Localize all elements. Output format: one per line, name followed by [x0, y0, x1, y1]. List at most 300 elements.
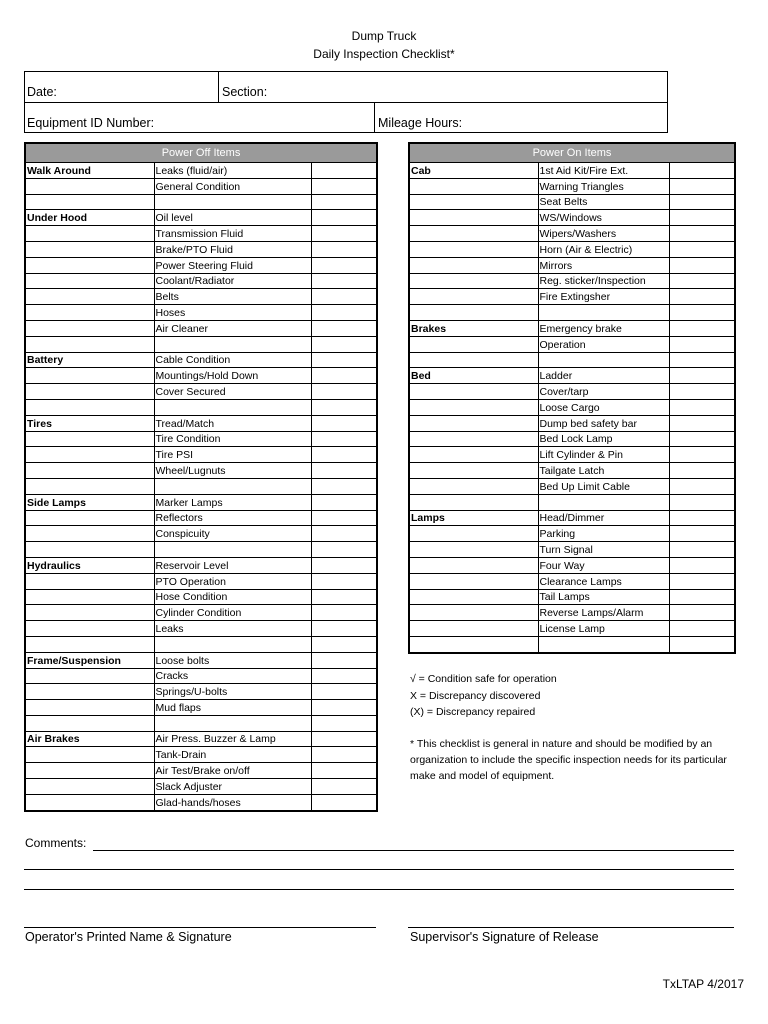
checklist-row [409, 605, 735, 621]
category-cell [409, 384, 538, 400]
checklist-row [25, 447, 377, 463]
category-cell [25, 621, 154, 637]
checklist-row [25, 605, 377, 621]
item-cell: Oil level [154, 210, 311, 226]
check-mark-cell[interactable] [311, 494, 377, 510]
category-cell [409, 478, 538, 494]
category-cell [25, 431, 154, 447]
comments-line [24, 869, 734, 870]
item-cell: Power Steering Fluid [154, 257, 311, 273]
category-cell [25, 700, 154, 716]
category-cell: Tires [25, 415, 154, 431]
check-mark-cell[interactable] [311, 763, 377, 779]
operator-signature-label: Operator's Printed Name & Signature [25, 930, 232, 944]
checklist-row [25, 542, 377, 558]
checklist-row [25, 226, 377, 242]
checklist-row [409, 431, 735, 447]
check-mark-cell[interactable] [311, 241, 377, 257]
item-cell: Brake/PTO Fluid [154, 241, 311, 257]
category-cell [409, 352, 538, 368]
check-mark-cell[interactable] [311, 226, 377, 242]
checklist-row [409, 194, 735, 210]
document-subtitle: Daily Inspection Checklist* [313, 47, 455, 61]
header-separator [374, 102, 375, 133]
item-cell: General Condition [154, 178, 311, 194]
item-cell: Cover Secured [154, 384, 311, 400]
category-cell: Bed [409, 368, 538, 384]
category-cell [25, 368, 154, 384]
legend-item-safe: √ = Condition safe for operation [410, 673, 557, 685]
checklist-row [409, 526, 735, 542]
checklist-row [25, 621, 377, 637]
category-cell [25, 794, 154, 810]
checklist-row [409, 589, 735, 605]
check-mark-cell[interactable] [311, 273, 377, 289]
checklist-row [25, 257, 377, 273]
category-cell [409, 526, 538, 542]
category-cell [25, 399, 154, 415]
item-cell: Dump bed safety bar [538, 415, 669, 431]
item-cell: License Lamp [538, 621, 669, 637]
item-cell: Transmission Fluid [154, 226, 311, 242]
category-cell [409, 257, 538, 273]
category-cell [25, 305, 154, 321]
check-mark-cell[interactable] [311, 336, 377, 352]
category-cell [409, 210, 538, 226]
item-cell: Parking [538, 526, 669, 542]
operator-signature-line [24, 927, 376, 928]
item-cell: Loose Cargo [538, 399, 669, 415]
checklist-row [25, 763, 377, 779]
checklist-row [25, 668, 377, 684]
item-cell: Slack Adjuster [154, 779, 311, 795]
category-cell [25, 226, 154, 242]
check-mark-cell[interactable] [311, 684, 377, 700]
item-cell: Conspicuity [154, 526, 311, 542]
check-mark-cell[interactable] [311, 399, 377, 415]
item-cell: Reverse Lamps/Alarm [538, 605, 669, 621]
category-cell [25, 715, 154, 731]
item-cell: Wipers/Washers [538, 226, 669, 242]
category-cell [409, 415, 538, 431]
check-mark-cell[interactable] [311, 715, 377, 731]
check-mark-cell[interactable] [669, 320, 735, 336]
check-mark-cell[interactable] [669, 447, 735, 463]
item-cell: Hose Condition [154, 589, 311, 605]
category-cell [409, 447, 538, 463]
item-cell: Air Cleaner [154, 320, 311, 336]
item-cell [154, 636, 311, 652]
check-mark-cell[interactable] [311, 478, 377, 494]
checklist-row [409, 368, 735, 384]
category-cell: Battery [25, 352, 154, 368]
category-cell: Walk Around [25, 163, 154, 179]
check-mark-cell[interactable] [669, 257, 735, 273]
checklist-row [409, 226, 735, 242]
header-divider [25, 102, 667, 103]
item-cell: Mud flaps [154, 700, 311, 716]
check-mark-cell[interactable] [311, 384, 377, 400]
category-cell [25, 463, 154, 479]
category-cell [25, 257, 154, 273]
item-cell: Reservoir Level [154, 557, 311, 573]
check-mark-cell[interactable] [311, 779, 377, 795]
check-mark-cell[interactable] [669, 605, 735, 621]
check-mark-cell[interactable] [311, 605, 377, 621]
item-cell: Wheel/Lugnuts [154, 463, 311, 479]
header-separator [218, 72, 219, 102]
header-form [24, 71, 668, 133]
checklist-row [409, 494, 735, 510]
check-mark-cell[interactable] [311, 621, 377, 637]
category-cell [409, 573, 538, 589]
checklist-row [409, 478, 735, 494]
item-cell: Warning Triangles [538, 178, 669, 194]
item-cell: Mirrors [538, 257, 669, 273]
checklist-row [409, 384, 735, 400]
category-cell [409, 605, 538, 621]
check-mark-cell[interactable] [311, 700, 377, 716]
item-cell: Tailgate Latch [538, 463, 669, 479]
check-mark-cell[interactable] [669, 431, 735, 447]
category-cell [409, 621, 538, 637]
category-cell [25, 478, 154, 494]
check-mark-cell[interactable] [311, 320, 377, 336]
check-mark-cell[interactable] [669, 526, 735, 542]
legend-item-discrepancy: X = Discrepancy discovered [410, 689, 541, 702]
item-cell: Coolant/Radiator [154, 273, 311, 289]
form-version: TxLTAP 4/2017 [662, 977, 744, 991]
legend-item-repaired: (X) = Discrepancy repaired [410, 706, 536, 718]
check-mark-cell[interactable] [669, 384, 735, 400]
check-mark-cell[interactable] [669, 336, 735, 352]
checklist-row [409, 305, 735, 321]
category-cell: Under Hood [25, 210, 154, 226]
checklist-row [409, 289, 735, 305]
check-mark-cell[interactable] [669, 399, 735, 415]
check-mark-cell[interactable] [311, 731, 377, 747]
date-field-label: Date: [27, 85, 57, 99]
check-mark-cell[interactable] [669, 636, 735, 652]
checklist-row [25, 652, 377, 668]
mileage-hours-field-label: Mileage Hours: [378, 116, 463, 130]
check-mark-cell[interactable] [669, 494, 735, 510]
check-mark-cell[interactable] [669, 573, 735, 589]
category-cell: Brakes [409, 320, 538, 336]
item-cell: Reflectors [154, 510, 311, 526]
item-cell: Leaks [154, 621, 311, 637]
check-mark-cell[interactable] [311, 431, 377, 447]
category-cell [409, 463, 538, 479]
check-mark-cell[interactable] [669, 273, 735, 289]
check-mark-cell[interactable] [669, 163, 735, 179]
checklist-row [25, 557, 377, 573]
checklist-row [25, 384, 377, 400]
checklist-row [25, 589, 377, 605]
check-mark-cell[interactable] [311, 589, 377, 605]
item-cell [538, 494, 669, 510]
check-mark-cell[interactable] [311, 463, 377, 479]
checklist-row [25, 368, 377, 384]
category-cell [409, 542, 538, 558]
item-cell: WS/Windows [538, 210, 669, 226]
category-cell [409, 273, 538, 289]
item-cell: Air Press. Buzzer & Lamp [154, 731, 311, 747]
comments-line [24, 889, 734, 890]
category-cell [25, 320, 154, 336]
checklist-row [409, 210, 735, 226]
check-mark-cell[interactable] [669, 542, 735, 558]
category-cell [409, 241, 538, 257]
item-cell [538, 352, 669, 368]
checklist-row [25, 715, 377, 731]
category-cell [25, 510, 154, 526]
power-on-items-table [408, 142, 736, 654]
item-cell: Clearance Lamps [538, 573, 669, 589]
check-mark-cell[interactable] [311, 257, 377, 273]
check-mark-cell[interactable] [311, 289, 377, 305]
check-mark-cell[interactable] [311, 163, 377, 179]
legend [410, 671, 557, 721]
power-off-heading: Power Off Items [25, 143, 377, 163]
item-cell [154, 715, 311, 731]
checklist-row [25, 494, 377, 510]
category-cell: Side Lamps [25, 494, 154, 510]
power-off-items-table [24, 142, 378, 812]
item-cell: Mountings/Hold Down [154, 368, 311, 384]
category-cell [409, 289, 538, 305]
category-cell [25, 573, 154, 589]
category-cell: Frame/Suspension [25, 652, 154, 668]
check-mark-cell[interactable] [311, 652, 377, 668]
category-cell [25, 241, 154, 257]
item-cell [538, 636, 669, 652]
category-cell [409, 494, 538, 510]
checklist-row [409, 447, 735, 463]
checklist-row [25, 241, 377, 257]
checklist-row [25, 463, 377, 479]
check-mark-cell[interactable] [669, 194, 735, 210]
category-cell [25, 447, 154, 463]
checklist-row [25, 526, 377, 542]
item-cell [154, 542, 311, 558]
check-mark-cell[interactable] [669, 478, 735, 494]
item-cell: Tire PSI [154, 447, 311, 463]
checklist-row [25, 794, 377, 810]
check-mark-cell[interactable] [669, 557, 735, 573]
check-mark-cell[interactable] [669, 621, 735, 637]
category-cell: Air Brakes [25, 731, 154, 747]
checklist-row [409, 352, 735, 368]
checklist-row [409, 178, 735, 194]
category-cell [409, 636, 538, 652]
category-cell [409, 589, 538, 605]
category-cell [409, 226, 538, 242]
checklist-footnote: * This checklist is general in nature and should be modified by an organization to include the specific inspection needs for its particular make and model of equipment. [410, 738, 727, 782]
checklist-row [409, 542, 735, 558]
category-cell [25, 194, 154, 210]
checklist-row [409, 621, 735, 637]
checklist-row [25, 684, 377, 700]
checklist-row [25, 747, 377, 763]
check-mark-cell[interactable] [669, 226, 735, 242]
check-mark-cell[interactable] [311, 194, 377, 210]
check-mark-cell[interactable] [311, 573, 377, 589]
check-mark-cell[interactable] [311, 747, 377, 763]
checklist-row [25, 163, 377, 179]
check-mark-cell[interactable] [669, 305, 735, 321]
category-cell [409, 557, 538, 573]
checklist-row [409, 636, 735, 652]
category-cell [409, 431, 538, 447]
checklist-row [409, 463, 735, 479]
check-mark-cell[interactable] [669, 241, 735, 257]
item-cell: PTO Operation [154, 573, 311, 589]
checklist-row [409, 163, 735, 179]
equipment-id-field-label: Equipment ID Number: [27, 116, 155, 130]
check-mark-cell[interactable] [669, 289, 735, 305]
checklist-row [25, 352, 377, 368]
checklist-row [25, 415, 377, 431]
document-title: Dump Truck [351, 29, 417, 43]
checklist-row [409, 399, 735, 415]
item-cell: Operation [538, 336, 669, 352]
check-mark-cell[interactable] [311, 542, 377, 558]
category-cell: Hydraulics [25, 557, 154, 573]
item-cell: Cover/tarp [538, 384, 669, 400]
category-cell [25, 763, 154, 779]
checklist-row [25, 636, 377, 652]
check-mark-cell[interactable] [311, 178, 377, 194]
check-mark-cell[interactable] [311, 415, 377, 431]
check-mark-cell[interactable] [669, 589, 735, 605]
checklist-row [409, 557, 735, 573]
item-cell [154, 194, 311, 210]
section-field-label: Section: [222, 85, 268, 99]
checklist-row [25, 178, 377, 194]
check-mark-cell[interactable] [669, 463, 735, 479]
item-cell: 1st Aid Kit/Fire Ext. [538, 163, 669, 179]
item-cell: Emergency brake [538, 320, 669, 336]
category-cell [25, 336, 154, 352]
item-cell: Glad-hands/hoses [154, 794, 311, 810]
category-cell [25, 684, 154, 700]
check-mark-cell[interactable] [311, 668, 377, 684]
checklist-row [25, 273, 377, 289]
check-mark-cell[interactable] [311, 305, 377, 321]
category-cell [25, 779, 154, 795]
category-cell: Lamps [409, 510, 538, 526]
item-cell: Cylinder Condition [154, 605, 311, 621]
checklist-row [409, 241, 735, 257]
category-cell: Cab [409, 163, 538, 179]
category-cell [25, 384, 154, 400]
check-mark-cell[interactable] [311, 447, 377, 463]
check-mark-cell[interactable] [669, 510, 735, 526]
checklist-row [25, 779, 377, 795]
item-cell: Lift Cylinder & Pin [538, 447, 669, 463]
item-cell [538, 305, 669, 321]
checklist-row [25, 399, 377, 415]
supervisor-signature-label: Supervisor's Signature of Release [410, 930, 599, 944]
item-cell: Tank-Drain [154, 747, 311, 763]
check-mark-cell[interactable] [311, 210, 377, 226]
item-cell: Air Test/Brake on/off [154, 763, 311, 779]
category-cell [25, 636, 154, 652]
item-cell: Cable Condition [154, 352, 311, 368]
check-mark-cell[interactable] [311, 510, 377, 526]
category-cell [25, 668, 154, 684]
item-cell: Bed Up Limit Cable [538, 478, 669, 494]
checklist-row [25, 289, 377, 305]
checklist-row [25, 731, 377, 747]
checklist-row [25, 210, 377, 226]
item-cell [154, 336, 311, 352]
item-cell: Horn (Air & Electric) [538, 241, 669, 257]
item-cell: Leaks (fluid/air) [154, 163, 311, 179]
item-cell: Ladder [538, 368, 669, 384]
item-cell: Tread/Match [154, 415, 311, 431]
comments-line [93, 850, 734, 851]
item-cell: Four Way [538, 557, 669, 573]
item-cell: Hoses [154, 305, 311, 321]
item-cell: Belts [154, 289, 311, 305]
check-mark-cell[interactable] [311, 368, 377, 384]
check-mark-cell[interactable] [669, 415, 735, 431]
check-mark-cell[interactable] [311, 557, 377, 573]
item-cell: Tire Condition [154, 431, 311, 447]
check-mark-cell[interactable] [311, 352, 377, 368]
item-cell: Turn Signal [538, 542, 669, 558]
category-cell [409, 178, 538, 194]
comments-label: Comments: [25, 836, 87, 850]
checklist-row [409, 257, 735, 273]
checklist-row [25, 700, 377, 716]
category-cell [409, 194, 538, 210]
check-mark-cell[interactable] [669, 368, 735, 384]
checklist-row [409, 573, 735, 589]
category-cell [25, 747, 154, 763]
supervisor-signature-line [408, 927, 734, 928]
checklist-row [409, 336, 735, 352]
checklist-row [409, 510, 735, 526]
checklist-row [25, 320, 377, 336]
item-cell: Cracks [154, 668, 311, 684]
category-cell [409, 336, 538, 352]
item-cell [154, 399, 311, 415]
category-cell [25, 605, 154, 621]
check-mark-cell[interactable] [311, 526, 377, 542]
checklist-row [25, 336, 377, 352]
item-cell: Head/Dimmer [538, 510, 669, 526]
check-mark-cell[interactable] [669, 352, 735, 368]
category-cell [409, 399, 538, 415]
category-cell [25, 526, 154, 542]
item-cell: Tail Lamps [538, 589, 669, 605]
item-cell: Springs/U-bolts [154, 684, 311, 700]
item-cell [154, 478, 311, 494]
check-mark-cell[interactable] [669, 210, 735, 226]
check-mark-cell[interactable] [669, 178, 735, 194]
checklist-row [25, 431, 377, 447]
item-cell: Seat Belts [538, 194, 669, 210]
check-mark-cell[interactable] [311, 636, 377, 652]
category-cell [25, 178, 154, 194]
checklist-row [25, 573, 377, 589]
item-cell: Reg. sticker/Inspection [538, 273, 669, 289]
check-mark-cell[interactable] [311, 794, 377, 810]
power-on-heading: Power On Items [409, 143, 735, 163]
